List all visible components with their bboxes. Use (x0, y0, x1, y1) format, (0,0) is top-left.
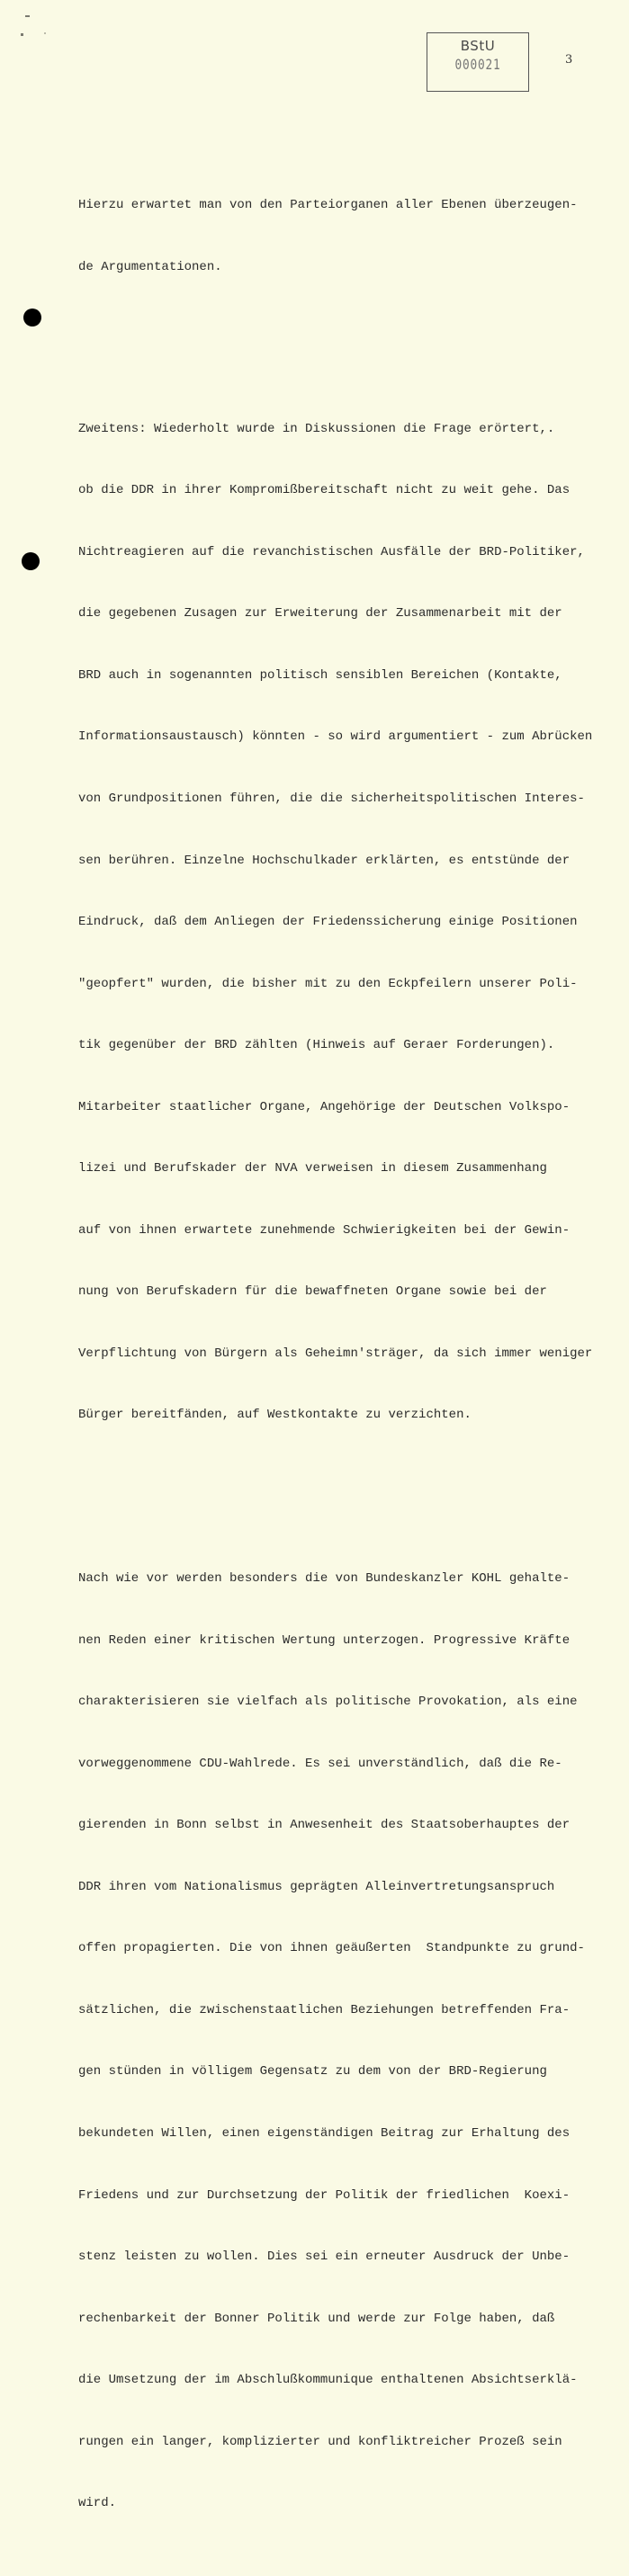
text-line: wird. (78, 2496, 117, 2511)
punch-hole-icon (23, 309, 41, 326)
text-line: die gegebenen Zusagen zur Erweiterung der Zusammenarbeit mit der (78, 606, 562, 622)
text-line: Friedens und zur Durchsetzung der Politik der friedlichen Koexi- (78, 2187, 571, 2203)
text-line: nen Reden einer kritischen Wertung unterzogen. Progressive Kräfte (78, 1632, 571, 1648)
paragraph-2 (78, 378, 609, 1467)
text-line: Eindruck, daß dem Anliegen der Friedenssicherung einige Positionen (78, 915, 578, 930)
text-line: tik gegenüber der BRD zählten (Hinweis auf Geraer Forderungen). (78, 1038, 555, 1053)
text-line: gen stünden in völligem Gegensatz zu dem von der BRD-Regierung (78, 2064, 547, 2080)
scan-speck (44, 32, 46, 34)
page-number: 3 (565, 53, 573, 67)
text-line: ob die DDR in ihrer Kompromißbereitschaft nicht zu weit gehe. Das (78, 483, 571, 498)
text-line: Nichtreagieren auf die revanchistischen Ausfälle der BRD-Politiker, (78, 544, 585, 559)
text-line: gierenden in Bonn selbst in Anwesenheit des Staatsoberhauptes der (78, 1818, 571, 1833)
text-line: Hierzu erwartet man von den Parteiorganen aller Ebenen überzeugen- (78, 198, 578, 213)
text-line: charakterisieren sie vielfach als politische Provokation, als eine (78, 1695, 578, 1710)
text-line: "geopfert" wurden, die bisher mit zu den Eckpfeilern unserer Poli- (78, 976, 578, 991)
text-line: Zweitens: Wiederholt wurde in Diskussionen die Frage erörtert,. (78, 421, 555, 436)
text-line: sen berühren. Einzelne Hochschulkader erklärten, es entstünde der (78, 853, 571, 868)
text-line: bekundeten Willen, einen eigenständigen Beitrag zur Erhaltung des (78, 2126, 571, 2141)
document-body (78, 113, 609, 2576)
text-line: die Umsetzung der im Abschlußkommunique enthaltenen Absichtserklä- (78, 2373, 578, 2388)
text-line: offen propagierten. Die von ihnen geäußerten Standpunkte zu grund- (78, 1941, 585, 1956)
paragraph-3 (78, 1528, 609, 2555)
text-line: rechenbarkeit der Bonner Politik und werde zur Folge haben, daß (78, 2311, 555, 2326)
text-line: nung von Berufskadern für die bewaffneten Organe sowie bei der (78, 1284, 547, 1300)
stamp-number: 000021 (454, 56, 501, 73)
text-line: stenz leisten zu wollen. Dies sei ein erneuter Ausdruck der Unbe- (78, 2250, 571, 2265)
stamp-agency: BStU (460, 38, 496, 54)
text-line: DDR ihren vom Nationalismus geprägten Alleinvertretungsanspruch (78, 1879, 555, 1894)
scan-speck (25, 15, 30, 17)
text-line: auf von ihnen erwartete zunehmende Schwierigkeiten bei der Gewin- (78, 1222, 571, 1238)
text-line: Mitarbeiter staatlicher Organe, Angehörige der Deutschen Volkspo- (78, 1099, 571, 1114)
text-line: lizei und Berufskader der NVA verweisen in diesem Zusammenhang (78, 1161, 547, 1176)
text-line: Bürger bereitfänden, auf Westkontakte zu verzichten. (78, 1408, 472, 1423)
text-line: de Argumentationen. (78, 259, 222, 274)
archive-stamp (427, 32, 529, 92)
text-line: von Grundpositionen führen, die die sicherheitspolitischen Interes- (78, 792, 585, 806)
text-line: Verpflichtung von Bürgern als Geheimn'sträger, da sich immer weniger (78, 1346, 593, 1361)
text-line: BRD auch in sogenannten politisch sensiblen Bereichen (Kontakte, (78, 667, 562, 683)
text-line: Nach wie vor werden besonders die von Bundeskanzler KOHL gehalte- (78, 1571, 571, 1587)
text-line: vorweggenommene CDU-Wahlrede. Es sei unverständlich, daß die Re- (78, 1756, 562, 1771)
scan-speck (21, 33, 23, 36)
punch-hole-icon (22, 552, 40, 570)
paragraph-1 (78, 155, 609, 319)
text-line: rungen ein langer, komplizierter und konfliktreicher Prozeß sein (78, 2434, 562, 2449)
text-line: Informationsaustausch) könnten - so wird argumentiert - zum Abrücken (78, 729, 593, 745)
text-line: sätzlichen, die zwischenstaatlichen Beziehungen betreffenden Fra- (78, 2002, 571, 2017)
